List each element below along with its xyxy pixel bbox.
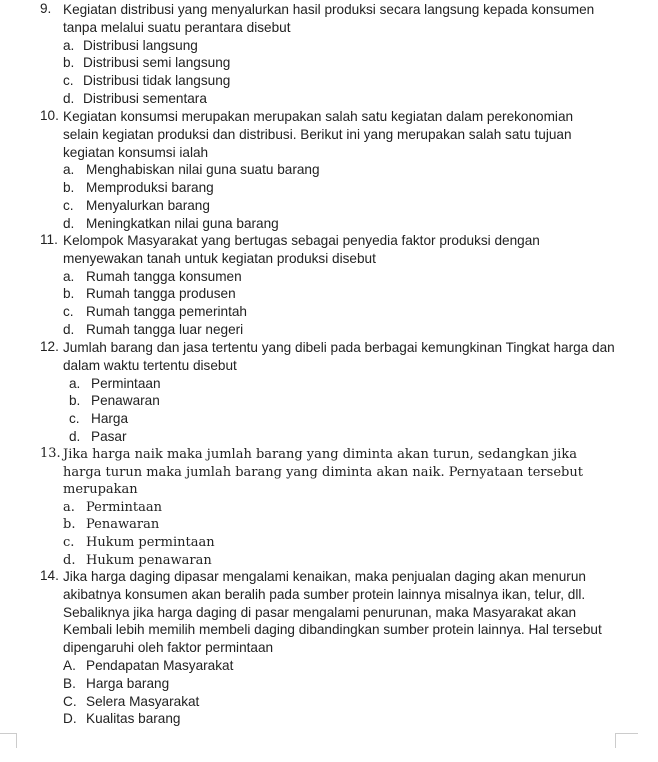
question-12 — [0, 339, 640, 446]
option-b[interactable]: b. Penawaran — [69, 393, 160, 409]
option-d[interactable]: D. Kualitas barang — [63, 711, 181, 727]
page-corner-mark-left — [0, 733, 17, 748]
option-d[interactable]: d. Rumah tangga luar negeri — [63, 321, 244, 337]
option-c[interactable]: C. Selera Masyarakat — [63, 693, 200, 709]
option-c[interactable]: c. Menyalurkan barang — [63, 197, 210, 213]
option-b[interactable]: b. Memproduksi barang — [63, 180, 214, 196]
option-a[interactable]: a. Rumah tangga konsumen — [63, 268, 242, 284]
page-corner-mark-right — [615, 733, 638, 748]
question-stem: Kegiatan distribusi yang menyalurkan hasil produksi secara langsung kepada konsumen tanpa melalui suatu perantara disebut — [63, 2, 595, 35]
option-d[interactable]: d. Distribusi sementara — [63, 90, 207, 106]
question-10 — [0, 108, 640, 233]
option-b[interactable]: B. Harga barang — [63, 675, 170, 691]
question-9 — [0, 1, 640, 108]
option-d[interactable]: d. Meningkatkan nilai guna barang — [63, 215, 279, 231]
option-d[interactable]: d. Hukum penawaran — [63, 552, 212, 568]
option-a[interactable]: a. Permintaan — [69, 375, 161, 391]
option-a[interactable]: a. Permintaan — [63, 499, 163, 515]
question-number: 11. — [40, 232, 58, 247]
question-stem: Kegiatan konsumsi merupakan merupakan salah satu kegiatan dalam perekonomian selain kegiatan produksi dan distribusi. Berikut ini yang merupakan salah satu tujuan kegiatan konsumsi ialah — [63, 109, 574, 160]
question-13 — [0, 446, 640, 569]
question-number: 12. — [40, 339, 59, 354]
option-c[interactable]: c. Distribusi tidak langsung — [63, 73, 231, 89]
question-stem: Jika harga daging dipasar mengalami kenaikan, maka penjualan daging akan menurun akibatnya konsumen akan beralih pada sumber protein lainnya misalnya ikan, telur, dll. Sebaliknya jika harga daging di pasar mengalami penurunan, maka Masyarakat akan Kembali lebih memilih membeli daging dibandingkan sumber protein lainnya. Hal tersebut dipengaruhi oleh faktor permintaan — [63, 569, 602, 656]
question-number: 14. — [40, 568, 59, 583]
question-number: 13. — [40, 446, 61, 461]
option-c[interactable]: c. Harga — [69, 411, 129, 427]
option-b[interactable]: b. Penawaran — [63, 517, 160, 533]
question-11 — [0, 232, 640, 339]
question-stem: Jumlah barang dan jasa tertentu yang dibeli pada berbagai kemungkinan Tingkat harga dan dalam waktu tertentu disebut — [63, 340, 615, 373]
option-b[interactable]: b. Distribusi semi langsung — [63, 55, 231, 71]
question-stem: Jika harga naik maka jumlah barang yang diminta akan turun, sedangkan jika harga turun maka jumlah barang yang diminta akan naik. Pernyataan tersebut merupakan — [63, 447, 583, 498]
option-a[interactable]: A. Pendapatan Masyarakat — [63, 657, 234, 673]
question-number: 10. — [40, 108, 59, 123]
option-b[interactable]: b. Rumah tangga produsen — [63, 286, 236, 302]
option-c[interactable]: c. Hukum permintaan — [63, 534, 215, 550]
option-d[interactable]: d. Pasar — [69, 428, 127, 444]
option-a[interactable]: a. Menghabiskan nilai guna suatu barang — [63, 162, 320, 178]
question-number: 9. — [40, 1, 52, 16]
option-c[interactable]: c. Rumah tangga pemerintah — [63, 304, 247, 320]
question-14 — [0, 568, 640, 728]
option-a[interactable]: a. Distribusi langsung — [63, 37, 198, 53]
question-stem: Kelompok Masyarakat yang bertugas sebagai penyedia faktor produksi dengan menyewakan tanah untuk kegiatan produksi disebut — [63, 233, 540, 266]
